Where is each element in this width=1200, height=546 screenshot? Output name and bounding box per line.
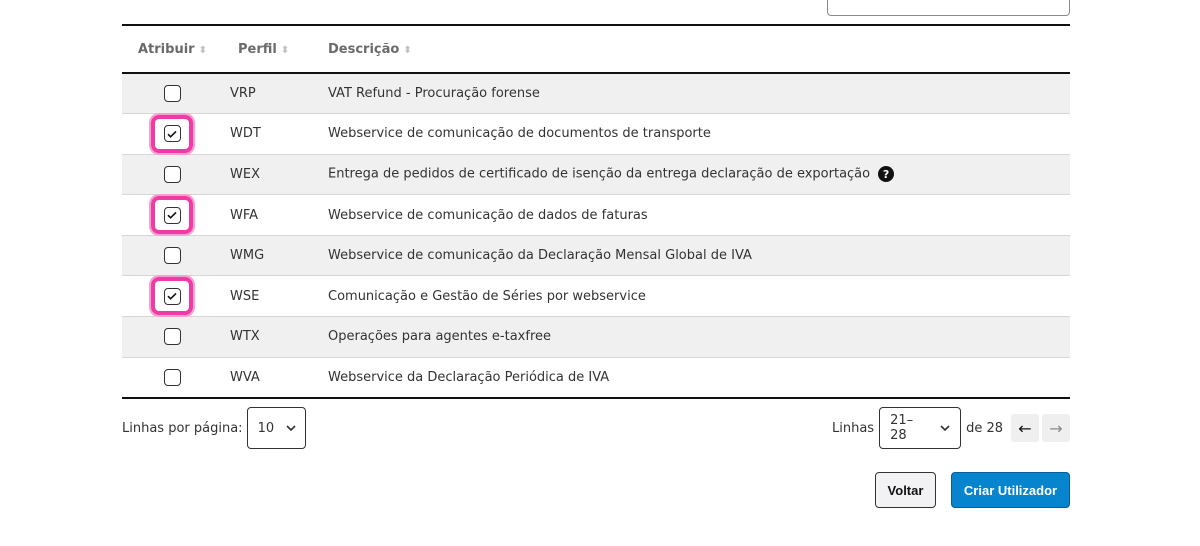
assign-cell bbox=[122, 73, 222, 114]
form-actions bbox=[875, 472, 1070, 508]
next-page-button[interactable] bbox=[1042, 414, 1070, 442]
sort-icon[interactable]: ⬍ bbox=[403, 44, 412, 56]
chevron-down-icon bbox=[286, 423, 296, 434]
assign-checkbox-focus bbox=[151, 277, 193, 315]
lines-label: Linhas bbox=[831, 420, 875, 436]
assign-checkbox[interactable] bbox=[164, 247, 181, 264]
assign-cell bbox=[122, 357, 222, 398]
profile-description-cell bbox=[328, 357, 1070, 398]
assign-cell bbox=[122, 276, 222, 317]
assign-checkbox[interactable] bbox=[164, 85, 181, 102]
column-header-perfil[interactable] bbox=[222, 25, 328, 73]
assign-checkbox-focus bbox=[151, 115, 193, 153]
rows-per-page bbox=[122, 407, 306, 449]
profiles-table-container bbox=[122, 24, 1070, 399]
total-rows-label: de 28 bbox=[966, 420, 1003, 436]
previous-page-button[interactable] bbox=[1011, 414, 1039, 442]
profile-code: WVA bbox=[230, 369, 260, 385]
profile-description-cell bbox=[328, 114, 1070, 155]
search-input[interactable] bbox=[827, 0, 1070, 16]
assign-cell bbox=[122, 195, 222, 236]
profile-description: Comunicação e Gestão de Séries por webservice bbox=[328, 288, 646, 304]
column-header-atribuir[interactable] bbox=[122, 25, 222, 73]
assign-checkbox[interactable] bbox=[164, 166, 181, 183]
assign-checkbox[interactable] bbox=[164, 288, 181, 305]
assign-checkbox[interactable] bbox=[164, 369, 181, 386]
rows-per-page-label: Linhas por página: bbox=[122, 420, 243, 436]
table-header-row bbox=[122, 25, 1070, 73]
assign-checkbox[interactable] bbox=[164, 328, 181, 345]
table-row bbox=[122, 195, 1070, 236]
table-footer bbox=[122, 407, 1070, 449]
assign-checkbox-focus bbox=[151, 155, 193, 193]
profile-code: WSE bbox=[230, 288, 260, 304]
checkmark-icon bbox=[166, 209, 178, 221]
page-range-select[interactable] bbox=[879, 407, 961, 449]
arrow-right-icon: → bbox=[1049, 418, 1063, 438]
profile-description-cell bbox=[328, 154, 1070, 195]
profile-description: Operações para agentes e-taxfree bbox=[328, 329, 551, 345]
profile-description-cell bbox=[328, 195, 1070, 236]
help-icon[interactable]: ? bbox=[878, 166, 894, 182]
table-row bbox=[122, 357, 1070, 398]
table-row bbox=[122, 73, 1070, 114]
profile-description-cell bbox=[328, 73, 1070, 114]
page-range-value: 21–28 bbox=[890, 413, 914, 443]
assign-checkbox-focus bbox=[151, 196, 193, 234]
profile-code: WEX bbox=[230, 166, 260, 182]
table-row bbox=[122, 235, 1070, 276]
table-row bbox=[122, 317, 1070, 358]
table-row bbox=[122, 154, 1070, 195]
assign-checkbox[interactable] bbox=[164, 207, 181, 224]
column-header-label: Atribuir bbox=[138, 41, 195, 57]
profile-description-cell bbox=[328, 276, 1070, 317]
profiles-table bbox=[122, 24, 1070, 399]
table-row bbox=[122, 114, 1070, 155]
create-user-button[interactable]: Criar Utilizador bbox=[951, 472, 1070, 508]
table-body bbox=[122, 73, 1070, 398]
table-row bbox=[122, 276, 1070, 317]
assign-cell bbox=[122, 235, 222, 276]
assign-cell bbox=[122, 317, 222, 358]
profile-code: VRP bbox=[230, 86, 256, 102]
pagination bbox=[827, 407, 1070, 449]
profile-code: WTX bbox=[230, 329, 260, 345]
rows-per-page-select[interactable] bbox=[247, 407, 306, 449]
assign-cell bbox=[122, 154, 222, 195]
sort-icon[interactable]: ⬍ bbox=[280, 44, 290, 56]
profile-code: WFA bbox=[230, 207, 259, 223]
profile-description: VAT Refund - Procuração forense bbox=[328, 86, 540, 102]
arrow-left-icon: ← bbox=[1018, 418, 1032, 438]
assign-checkbox-focus bbox=[151, 318, 193, 356]
profile-description: Webservice da Declaração Periódica de IVA bbox=[328, 369, 610, 385]
profile-description: Webservice de comunicação de documentos de transporte bbox=[328, 126, 711, 142]
column-header-label: Descrição bbox=[328, 41, 400, 57]
checkmark-icon bbox=[166, 290, 178, 302]
assign-checkbox-focus bbox=[151, 75, 193, 113]
rows-per-page-value: 10 bbox=[257, 420, 275, 436]
profile-description: Webservice de comunicação de dados de faturas bbox=[328, 207, 648, 223]
sort-icon[interactable]: ⬍ bbox=[198, 44, 207, 56]
profile-description: Webservice de comunicação da Declaração Mensal Global de IVA bbox=[328, 248, 752, 264]
profile-description-cell bbox=[328, 235, 1070, 276]
column-header-label: Perfil bbox=[238, 41, 277, 57]
profile-description: Entrega de pedidos de certificado de isenção da entrega declaração de exportação bbox=[328, 166, 871, 182]
checkmark-icon bbox=[166, 128, 178, 140]
chevron-down-icon bbox=[940, 423, 950, 434]
profile-code: WDT bbox=[230, 126, 261, 142]
profile-description-cell bbox=[328, 317, 1070, 358]
assign-checkbox-focus bbox=[151, 237, 193, 275]
back-button[interactable]: Voltar bbox=[875, 472, 936, 508]
assign-checkbox-focus bbox=[151, 358, 193, 396]
assign-checkbox[interactable] bbox=[164, 125, 181, 142]
assign-cell bbox=[122, 114, 222, 155]
profile-code: WMG bbox=[230, 248, 265, 264]
column-header-descricao[interactable] bbox=[328, 25, 1070, 73]
